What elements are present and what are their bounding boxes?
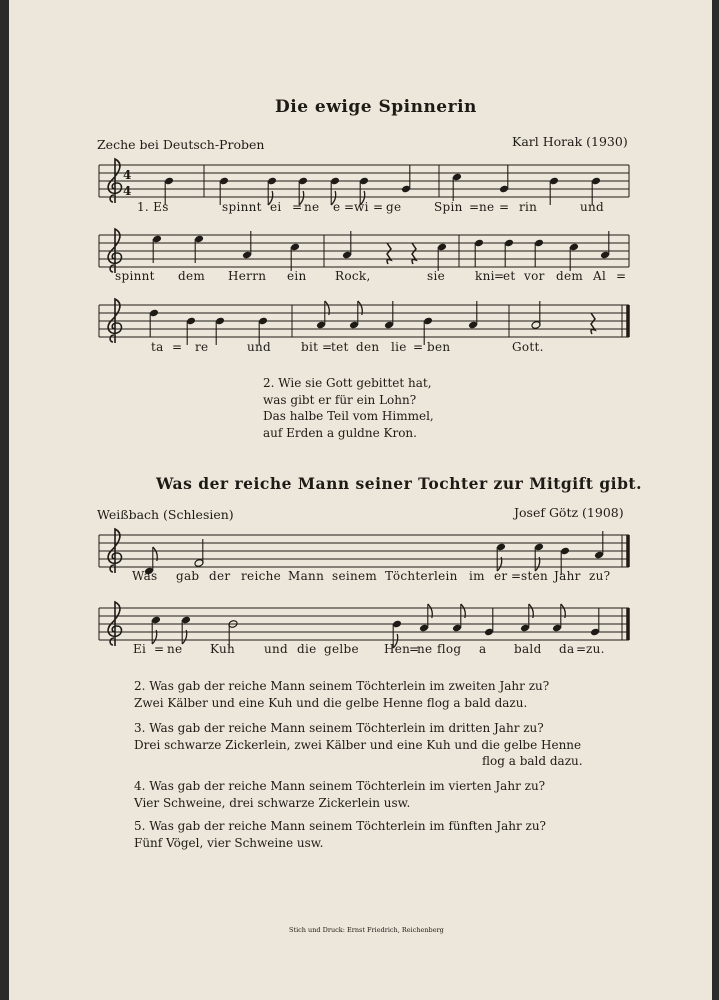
song2-staff-1 (99, 525, 639, 570)
song2-lyric-1-11: Jahr (554, 569, 581, 583)
verse-line: 2. Wie sie Gott gebittet hat, (263, 376, 432, 390)
song1-lyric-2-9: vor (524, 269, 545, 283)
verse-line: auf Erden a guldne Kron. (263, 425, 417, 440)
song2-lyric-1-1: gab (176, 569, 200, 583)
song2-title: Was der reiche Mann seiner Tochter zur Mitgift gibt. (156, 474, 642, 493)
song1-lyric-2-11: Al (593, 269, 607, 283)
song1-lyric-3-7: den (356, 340, 380, 354)
song1-lyric-1-2: ei (270, 200, 282, 214)
verse-line: Zwei Kälber und eine Kuh und die gelbe Henne flog a bald dazu. (134, 695, 528, 710)
song1-lyric-2-2: Herrn (228, 269, 267, 283)
song1-lyric-3-0: ta (151, 340, 164, 354)
song1-notes-3 (149, 301, 595, 345)
verse-line: Fünf Vögel, vier Schweine usw. (134, 835, 324, 850)
sheet-music-page (9, 0, 712, 1000)
song1-lyric-2-6: kni (475, 269, 495, 283)
song2-lyric-2-0: Ei (133, 642, 147, 656)
song1-lyric-3-3: und (247, 340, 272, 354)
song1-lyric-1-8: = (373, 200, 384, 214)
song2-lyric-2-2: ne (167, 642, 183, 656)
verse-line: 4. Was gab der reiche Mann seinem Töchterlein im vierten Jahr zu? (134, 779, 546, 793)
svg-text:4: 4 (123, 168, 132, 182)
song2-verse-4 (134, 778, 545, 811)
song2-lyric-2-7: Hen (384, 642, 411, 656)
song2-lyric-1-2: der (209, 569, 231, 583)
song2-lyric-1-9: = (511, 569, 522, 583)
song2-lyric-1-4: Mann (288, 569, 325, 583)
song1-lyric-2-5: sie (427, 269, 445, 283)
song2-lyric-1-12: zu? (589, 569, 611, 583)
song1-lyric-1-14: rin (519, 200, 538, 214)
song2-verse-5 (134, 818, 546, 851)
song2-lyric-1-8: er (494, 569, 508, 583)
song2-lyric-1-6: Töchterlein (385, 569, 458, 583)
song2-lyric-2-1: = (154, 642, 165, 656)
song1-lyric-3-6: tet (331, 340, 349, 354)
rest-mark (591, 313, 595, 334)
song2-lyric-2-3: Kuh (210, 642, 236, 656)
svg-text:4: 4 (123, 184, 132, 198)
song1-lyric-2-12: = (616, 269, 627, 283)
song2-lyric-2-12: bald (514, 642, 542, 656)
song1-notes-1 (164, 165, 601, 205)
printer-credit: Stich und Druck: Ernst Friedrich, Reichenberg (289, 926, 444, 934)
song1-lyric-1-10: Spin (434, 200, 463, 214)
song1-lyric-2-0: spinnt (115, 269, 155, 283)
verse-line: Vier Schweine, drei schwarze Zickerlein usw. (134, 795, 411, 810)
song2-lyric-2-14: = (576, 642, 587, 656)
song2-lyric-2-5: die (297, 642, 317, 656)
verse-line: 5. Was gab der reiche Mann seinem Töchterlein im fünften Jahr zu? (134, 819, 546, 833)
song1-staff-1 (99, 155, 639, 200)
song1-lyric-1-0: 1. Es (137, 200, 169, 214)
verse-line: 3. Was gab der reiche Mann seinem Töchterlein im dritten Jahr zu? (134, 721, 544, 735)
verse-line: Drei schwarze Zickerlein, zwei Kälber und eine Kuh und die gelbe Henne (134, 737, 582, 752)
rest-mark (387, 243, 391, 264)
song1-lyric-3-5: = (322, 340, 333, 354)
song1-staff-3 (99, 295, 639, 340)
verse-line: Das halbe Teil vom Himmel, (263, 409, 434, 423)
song1-lyric-2-7: = (494, 269, 505, 283)
song2-lyric-2-8: = (409, 642, 420, 656)
song2-lyric-2-4: und (264, 642, 289, 656)
song2-staff-2 (99, 598, 639, 643)
song2-lyric-2-15: zu. (586, 642, 605, 656)
song1-staff-2 (99, 225, 639, 270)
song2-lyric-1-10: sten (521, 569, 549, 583)
song1-lyric-1-9: ge (386, 200, 402, 214)
song1-verse2 (263, 375, 434, 441)
song1-lyric-1-15: und (580, 200, 605, 214)
song1-lyric-2-4: Rock, (335, 269, 371, 283)
verse-line: flog a bald dazu. (482, 754, 583, 768)
song2-lyric-2-11: a (479, 642, 487, 656)
rest-mark (412, 243, 416, 264)
song1-lyric-1-13: = (499, 200, 510, 214)
verse-line: 2. Was gab der reiche Mann seinem Töchterlein im zweiten Jahr zu? (134, 679, 550, 693)
song2-lyric-2-10: flog (437, 642, 462, 656)
song2-lyric-2-6: gelbe (324, 642, 359, 656)
song1-lyric-2-10: dem (556, 269, 584, 283)
song2-composer: Josef Götz (1908) (514, 505, 624, 520)
song2-verse-3 (134, 720, 583, 770)
song1-title: Die ewige Spinnerin (275, 97, 477, 117)
song1-lyric-3-8: lie (391, 340, 407, 354)
song2-lyric-1-7: im (469, 569, 485, 583)
song2-lyric-2-9: ne (417, 642, 433, 656)
song2-lyric-1-3: reiche (241, 569, 282, 583)
song1-lyric-3-2: re (195, 340, 209, 354)
verse-line: was gibt er für ein Lohn? (263, 392, 417, 407)
song1-lyric-3-10: ben (427, 340, 451, 354)
song1-lyric-3-1: = (172, 340, 183, 354)
song1-lyric-1-4: ne (304, 200, 320, 214)
song2-lyric-1-5: seinem (332, 569, 378, 583)
song1-lyric-3-4: bit (301, 340, 319, 354)
song1-lyric-2-3: ein (287, 269, 307, 283)
song1-lyric-2-1: dem (178, 269, 206, 283)
song1-lyric-1-3: = (292, 200, 303, 214)
song1-lyric-1-12: ne (479, 200, 495, 214)
song1-lyric-3-9: = (413, 340, 424, 354)
song1-composer: Karl Horak (1930) (512, 134, 628, 149)
song2-verse-2 (134, 678, 549, 711)
song1-lyric-1-7: wi (354, 200, 369, 214)
song1-lyric-1-11: = (469, 200, 480, 214)
song2-lyric-2-13: da (559, 642, 575, 656)
song1-lyric-1-5: e (333, 200, 341, 214)
song1-lyric-1-6: = (344, 200, 355, 214)
song2-lyric-1-0: Was (132, 569, 158, 583)
song2-source: Weißbach (Schlesien) (97, 507, 234, 522)
song1-lyric-2-8: et (503, 269, 516, 283)
song1-source: Zeche bei Deutsch-Proben (97, 137, 265, 152)
song1-lyric-1-1: spinnt (222, 200, 262, 214)
song1-lyric-3-11: Gott. (512, 340, 544, 354)
